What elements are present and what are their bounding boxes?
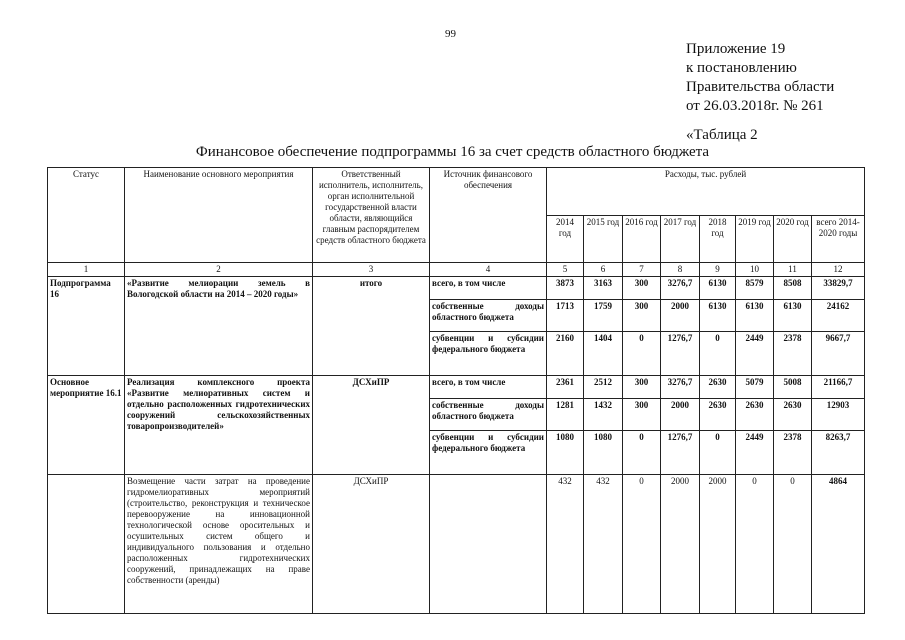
financing-table — [47, 167, 865, 614]
column-number: 10 — [736, 263, 774, 277]
responsible-cell: итого — [313, 277, 430, 376]
year-value-cell: 2630 — [736, 399, 774, 431]
year-value-cell: 1080 — [584, 431, 623, 475]
year-value-cell: 300 — [623, 277, 661, 300]
appendix-line: Приложение 19 — [686, 41, 786, 57]
column-number: 6 — [584, 263, 623, 277]
appendix-line: от 26.03.2018г. № 261 — [686, 98, 824, 114]
year-value-cell: 6130 — [700, 300, 736, 332]
column-number: 3 — [313, 263, 430, 277]
year-value-cell: 2000 — [661, 300, 700, 332]
funding-source-cell: субвенции и субсидии федерального бюджета — [430, 431, 547, 475]
column-number: 9 — [700, 263, 736, 277]
year-value-cell: 1432 — [584, 399, 623, 431]
column-number: 12 — [812, 263, 865, 277]
total-value-cell: 8263,7 — [812, 431, 865, 475]
year-value-cell: 2630 — [774, 399, 812, 431]
year-value-cell: 2378 — [774, 332, 812, 376]
header-expenses: Расходы, тыс. рублей — [547, 168, 865, 216]
year-value-cell: 0 — [736, 475, 774, 614]
year-value-cell: 2630 — [700, 399, 736, 431]
header-year: 2014 год — [547, 216, 584, 263]
year-value-cell: 0 — [700, 332, 736, 376]
funding-source-cell: субвенции и субсидии федерального бюджета — [430, 332, 547, 376]
year-value-cell: 2160 — [547, 332, 584, 376]
year-value-cell: 2000 — [700, 475, 736, 614]
header-year: 2015 год — [584, 216, 623, 263]
year-value-cell: 432 — [547, 475, 584, 614]
year-value-cell: 2361 — [547, 376, 584, 399]
responsible-cell: ДСХиПР — [313, 475, 430, 614]
column-number: 11 — [774, 263, 812, 277]
year-value-cell: 2512 — [584, 376, 623, 399]
year-value-cell: 8508 — [774, 277, 812, 300]
measure-name-cell: Реализация комплексного проекта «Развитие мелиоративных систем и отдельно расположенных гидротехнических сооружений сельскохозяйственных товаропроизводителей» — [125, 376, 313, 475]
year-value-cell: 300 — [623, 300, 661, 332]
page-number: 99 — [445, 28, 456, 40]
year-value-cell: 1281 — [547, 399, 584, 431]
header-year: 2019 год — [736, 216, 774, 263]
year-value-cell: 2449 — [736, 332, 774, 376]
year-value-cell: 1276,7 — [661, 332, 700, 376]
column-number: 7 — [623, 263, 661, 277]
appendix-line: к постановлению — [686, 60, 797, 76]
column-number: 4 — [430, 263, 547, 277]
year-value-cell: 300 — [623, 376, 661, 399]
header-year: 2016 год — [623, 216, 661, 263]
total-value-cell: 12903 — [812, 399, 865, 431]
year-value-cell: 1404 — [584, 332, 623, 376]
header-year-total: всего 2014-2020 годы — [812, 216, 865, 263]
column-number: 8 — [661, 263, 700, 277]
year-value-cell: 5079 — [736, 376, 774, 399]
funding-source-cell — [430, 475, 547, 614]
year-value-cell: 300 — [623, 399, 661, 431]
total-value-cell: 24162 — [812, 300, 865, 332]
appendix-line: Правительства области — [686, 79, 835, 95]
year-value-cell: 3873 — [547, 277, 584, 300]
total-value-cell: 9667,7 — [812, 332, 865, 376]
table-row — [48, 475, 865, 614]
status-cell: Основное мероприятие 16.1 — [48, 376, 125, 475]
funding-source-cell: собственные доходы областного бюджета — [430, 399, 547, 431]
measure-name-cell: «Развитие мелиорации земель в Вологодской области на 2014 – 2020 годы» — [125, 277, 313, 376]
responsible-cell: ДСХиПР — [313, 376, 430, 475]
year-value-cell: 0 — [623, 475, 661, 614]
status-cell — [48, 475, 125, 614]
table-label: «Таблица 2 — [686, 127, 758, 143]
header-year: 2020 год — [774, 216, 812, 263]
funding-source-cell: всего, в том числе — [430, 277, 547, 300]
document-title: Финансовое обеспечение подпрограммы 16 за счет средств областного бюджета — [195, 144, 710, 160]
header-source: Источник финансового обеспечения — [430, 168, 547, 263]
year-value-cell: 2630 — [700, 376, 736, 399]
header-year: 2017 год — [661, 216, 700, 263]
table-body — [48, 277, 865, 614]
column-number: 2 — [125, 263, 313, 277]
year-value-cell: 2378 — [774, 431, 812, 475]
funding-source-cell: всего, в том числе — [430, 376, 547, 399]
column-number: 1 — [48, 263, 125, 277]
year-value-cell: 6130 — [700, 277, 736, 300]
year-value-cell: 0 — [623, 431, 661, 475]
table-row — [48, 376, 865, 399]
year-value-cell: 6130 — [736, 300, 774, 332]
year-value-cell: 0 — [623, 332, 661, 376]
year-value-cell: 5008 — [774, 376, 812, 399]
year-value-cell: 3276,7 — [661, 277, 700, 300]
year-value-cell: 432 — [584, 475, 623, 614]
year-value-cell: 1713 — [547, 300, 584, 332]
column-number: 5 — [547, 263, 584, 277]
year-value-cell: 2449 — [736, 431, 774, 475]
header-year: 2018 год — [700, 216, 736, 263]
funding-source-cell: собственные доходы областного бюджета — [430, 300, 547, 332]
year-value-cell: 1759 — [584, 300, 623, 332]
year-value-cell: 1276,7 — [661, 431, 700, 475]
measure-name-cell: Возмещение части затрат на проведение гидромелиоративных мероприятий (строительство, реконструкция и техническое перевооружение на инновационной технологической основе оросительных и осушительных систем общего и индивидуального пользования и отдельно расположенных гидротехнических сооружений, принадлежащих на праве собственности (аренды) — [125, 475, 313, 614]
header-responsible: Ответственный исполнитель, исполнитель, орган исполнительной государственной власти области, являющийся главным распорядителем средств областного бюджета — [313, 168, 430, 263]
status-cell: Подпрограмма 16 — [48, 277, 125, 376]
appendix-block — [686, 40, 834, 116]
table-row — [48, 277, 865, 300]
year-value-cell: 0 — [700, 431, 736, 475]
year-value-cell: 8579 — [736, 277, 774, 300]
year-value-cell: 3276,7 — [661, 376, 700, 399]
total-value-cell: 33829,7 — [812, 277, 865, 300]
year-value-cell: 6130 — [774, 300, 812, 332]
total-value-cell: 4864 — [812, 475, 865, 614]
year-value-cell: 0 — [774, 475, 812, 614]
year-value-cell: 2000 — [661, 399, 700, 431]
total-value-cell: 21166,7 — [812, 376, 865, 399]
header-status: Статус — [48, 168, 125, 263]
year-value-cell: 3163 — [584, 277, 623, 300]
year-value-cell: 1080 — [547, 431, 584, 475]
header-name: Наименование основного мероприятия — [125, 168, 313, 263]
year-value-cell: 2000 — [661, 475, 700, 614]
